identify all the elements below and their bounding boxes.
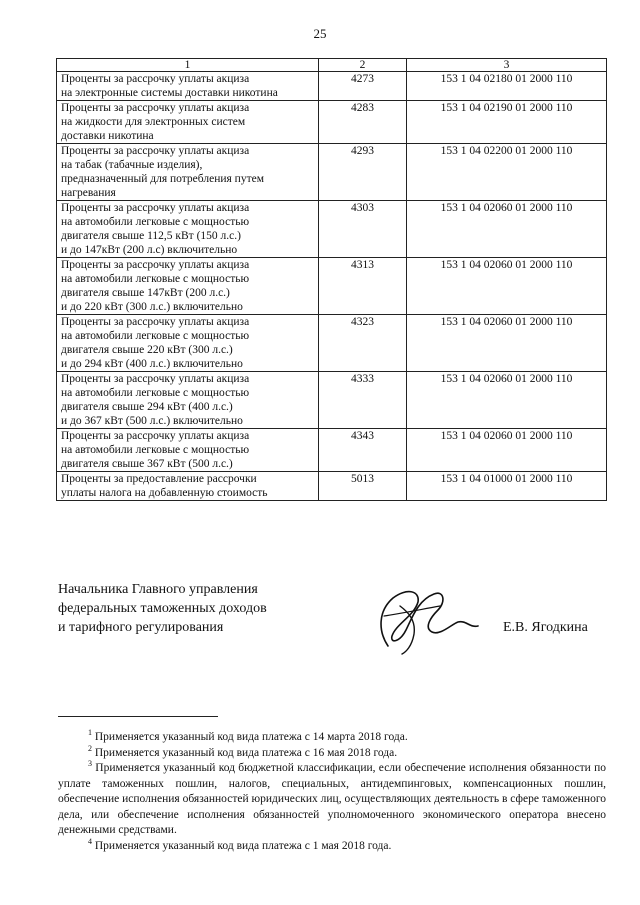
payment-type-code: 4273 — [319, 72, 407, 101]
payment-type-code: 4283 — [319, 101, 407, 144]
table-row — [57, 315, 607, 372]
signature-block — [58, 580, 608, 670]
budget-classification-code: 153 1 04 02190 01 2000 110 — [407, 101, 607, 144]
payment-description: Проценты за рассрочку уплаты акциза на автомобили легковые с мощностью двигателя свыше 367 кВт (500 л.с.) — [57, 429, 319, 472]
footnote — [58, 761, 606, 839]
table-header-row — [57, 59, 607, 72]
footnote — [58, 730, 606, 746]
payment-type-code: 4333 — [319, 372, 407, 429]
budget-classification-code: 153 1 04 02060 01 2000 110 — [407, 372, 607, 429]
table-row — [57, 201, 607, 258]
footnote-mark: 2 — [88, 743, 92, 753]
budget-classification-code: 153 1 04 02180 01 2000 110 — [407, 72, 607, 101]
table-row — [57, 429, 607, 472]
footnote-divider — [58, 716, 218, 717]
payment-type-code: 4313 — [319, 258, 407, 315]
table-row — [57, 472, 607, 501]
payment-description: Проценты за рассрочку уплаты акциза на автомобили легковые с мощностью двигателя свыше 294 кВт (400 л.с.) и до 367 кВт (500 л.с.) включительно — [57, 372, 319, 429]
footnote-mark: 1 — [88, 728, 92, 738]
table-row — [57, 101, 607, 144]
payment-type-code: 4343 — [319, 429, 407, 472]
column-header: 3 — [407, 59, 607, 72]
payment-type-code: 4303 — [319, 201, 407, 258]
footnote-mark: 3 — [88, 759, 92, 769]
column-header: 2 — [319, 59, 407, 72]
budget-classification-code: 153 1 04 02060 01 2000 110 — [407, 258, 607, 315]
signatory-position: Начальника Главного управления федеральных таможенных доходов и тарифного регулирования — [58, 582, 267, 635]
footnote — [58, 743, 606, 762]
payment-description: Проценты за рассрочку уплаты акциза на автомобили легковые с мощностью двигателя свыше 147кВт (200 л.с.) и до 220 кВт (300 л.с.) включительно — [57, 258, 319, 315]
column-header: 1 — [57, 59, 319, 72]
payment-type-code: 4293 — [319, 144, 407, 201]
payment-codes-table — [56, 58, 607, 501]
budget-classification-code: 153 1 04 02200 01 2000 110 — [407, 144, 607, 201]
payment-description: Проценты за рассрочку уплаты акциза на автомобили легковые с мощностью двигателя свыше 112,5 кВт (150 л.с.) и до 147кВт (200 л.с) включительно — [57, 201, 319, 258]
page-number: 25 — [313, 26, 327, 41]
table-row — [57, 372, 607, 429]
footnote — [58, 836, 606, 855]
table-row — [57, 144, 607, 201]
signatory-name: Е.В. Ягодкина — [503, 620, 588, 635]
payment-description: Проценты за предоставление рассрочки уплаты налога на добавленную стоимость — [57, 472, 319, 501]
handwritten-signature — [348, 576, 488, 656]
footnote-mark: 4 — [88, 836, 92, 846]
payment-type-code: 4323 — [319, 315, 407, 372]
footnote-text: Применяется указанный код вида платежа с 14 марта 2018 года. — [94, 731, 408, 743]
payment-description: Проценты за рассрочку уплаты акциза на автомобили легковые с мощностью двигателя свыше 220 кВт (300 л.с.) и до 294 кВт (400 л.с.) включительно — [57, 315, 319, 372]
budget-classification-code: 153 1 04 02060 01 2000 110 — [407, 429, 607, 472]
footnote-text: Применяется указанный код вида платежа с 1 мая 2018 года. — [94, 839, 392, 852]
table-row — [57, 258, 607, 315]
budget-classification-code: 153 1 04 02060 01 2000 110 — [407, 201, 607, 258]
payment-type-code: 5013 — [319, 472, 407, 501]
budget-classification-code: 153 1 04 02060 01 2000 110 — [407, 315, 607, 372]
payment-description: Проценты за рассрочку уплаты акциза на табак (табачные изделия), предназначенный для потребления путем нагревания — [57, 144, 319, 201]
footnotes — [58, 730, 606, 854]
footnote-text: Применяется указанный код бюджетной классификации, если обеспечение исполнения обязанности по уплате таможенных пошлин, налогов, специальных, антидемпинговых, компенсационных пошлин, обеспечение исполнения обязанностей юридических лиц, осуществляющих деятельность в сфере таможенного дела, или обеспечение исполнения обязанностей уполномоченного экономического оператора внесено денежными средствами. — [58, 762, 606, 836]
footnote-text: Применяется указанный код вида платежа с 16 мая 2018 года. — [94, 746, 398, 759]
budget-classification-code: 153 1 04 01000 01 2000 110 — [407, 472, 607, 501]
table-row — [57, 72, 607, 101]
payment-description: Проценты за рассрочку уплаты акциза на электронные системы доставки никотина — [57, 72, 319, 101]
payment-description: Проценты за рассрочку уплаты акциза на жидкости для электронных систем доставки никотина — [57, 101, 319, 144]
